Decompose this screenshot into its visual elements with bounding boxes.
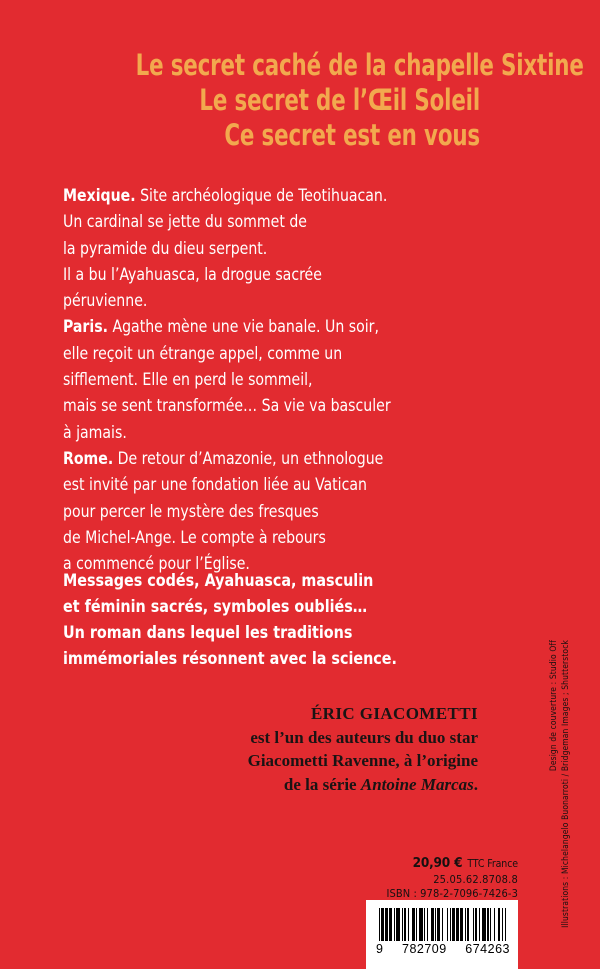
synopsis-line-text: mais se sent transformée… Sa vie va basculer [63,396,391,416]
author-name: ÉRIC GIACOMETTI [310,704,478,723]
synopsis-line [63,472,443,498]
title-line-1: Le secret caché de la chapelle Sixtine [135,48,584,82]
tagline-line-4: immémoriales résonnent avec la science. [63,648,397,668]
internal-code: 25.05.62.8708.8 [433,873,518,886]
synopsis-line-text: Il a bu l’Ayahuasca, la drogue sacrée [63,264,322,284]
credit-illustrations-line: Illustrations : Michelangelo Buonarroti / Bridgeman Images ; Shutterstock [560,640,570,928]
synopsis-line-text: de Michel-Ange. Le compte à rebours [63,527,326,547]
tagline-block [63,567,443,671]
price-isbn-block [386,855,518,900]
tagline-line-1: Messages codés, Ayahuasca, masculin [63,570,374,590]
series-prefix: de la série [283,774,361,794]
series-title: Antoine Marcas [360,774,474,794]
synopsis-line-text: pour percer le mystère des fresques [63,501,319,521]
synopsis-city-label: Paris. [63,317,108,337]
isbn-text: ISBN : 978-2-7096-7426-3 [386,887,518,900]
synopsis-line [63,341,443,367]
synopsis-line [63,314,443,340]
barcode-digit-group: 9 [376,942,384,956]
synopsis-line-text: a commencé pour l’Église. [63,554,250,574]
synopsis-line-text: Agathe mène une vie banale. Un soir, [107,317,379,337]
synopsis-line-text: la pyramide du dieu serpent. [63,238,268,258]
author-bio-block [180,702,478,796]
barcode-bar [506,908,507,941]
synopsis-line-text: est invité par une fondation liée au Vatican [63,475,367,495]
synopsis-line [63,525,443,551]
tagline-line-2: et féminin sacrés, symboles oubliés… [63,596,368,616]
synopsis-line [63,236,443,262]
synopsis-city-label: Mexique. [63,186,136,205]
barcode-block [366,900,518,969]
synopsis-city-label: Rome. [63,448,114,468]
synopsis-line-text: à jamais. [63,422,127,442]
synopsis-line [63,367,443,393]
synopsis-text [63,183,443,577]
barcode-digit-group: 674263 [465,942,510,956]
series-suffix: . [473,774,478,794]
synopsis-line [63,499,443,525]
author-bio-line-2: Giacometti Ravenne, à l’origine [247,751,478,770]
barcode-digits [376,942,510,956]
synopsis-line-text: Site archéologique de Teotihuacan. [135,186,388,205]
cover-title-block [60,48,584,153]
synopsis-line-text: péruvienne. [63,291,148,311]
barcode-bars [379,908,507,941]
price-value: 20,90 € [412,855,463,871]
price-row [386,855,518,871]
credit-design-line: Design de couverture : Studio Off [548,640,558,772]
synopsis-line [63,446,443,472]
synopsis-line [63,288,443,314]
synopsis-line [63,393,443,419]
synopsis-line [63,420,443,446]
synopsis-line [63,183,443,209]
author-bio-line-1: est l’un des auteurs du duo star [250,727,478,747]
synopsis-line-text: Un cardinal se jette du sommet de [63,212,307,232]
synopsis-line [63,262,443,288]
cover-credits-block [548,640,572,930]
synopsis-line-text: De retour d’Amazonie, un ethnologue [113,448,384,468]
tagline-line-3: Un roman dans lequel les traditions [63,622,353,642]
price-ttc-label: TTC France [467,858,518,870]
synopsis-line [63,209,443,235]
synopsis-line-text: sifflement. Elle en perd le sommeil, [63,370,313,390]
author-bio-line-3 [180,773,478,797]
synopsis-line-text: elle reçoit un étrange appel, comme un [63,343,343,363]
title-line-2: Le secret de l’Œil Soleil [199,83,480,117]
title-line-3: Ce secret est en vous [224,118,480,152]
barcode-digit-group: 782709 [402,942,447,956]
